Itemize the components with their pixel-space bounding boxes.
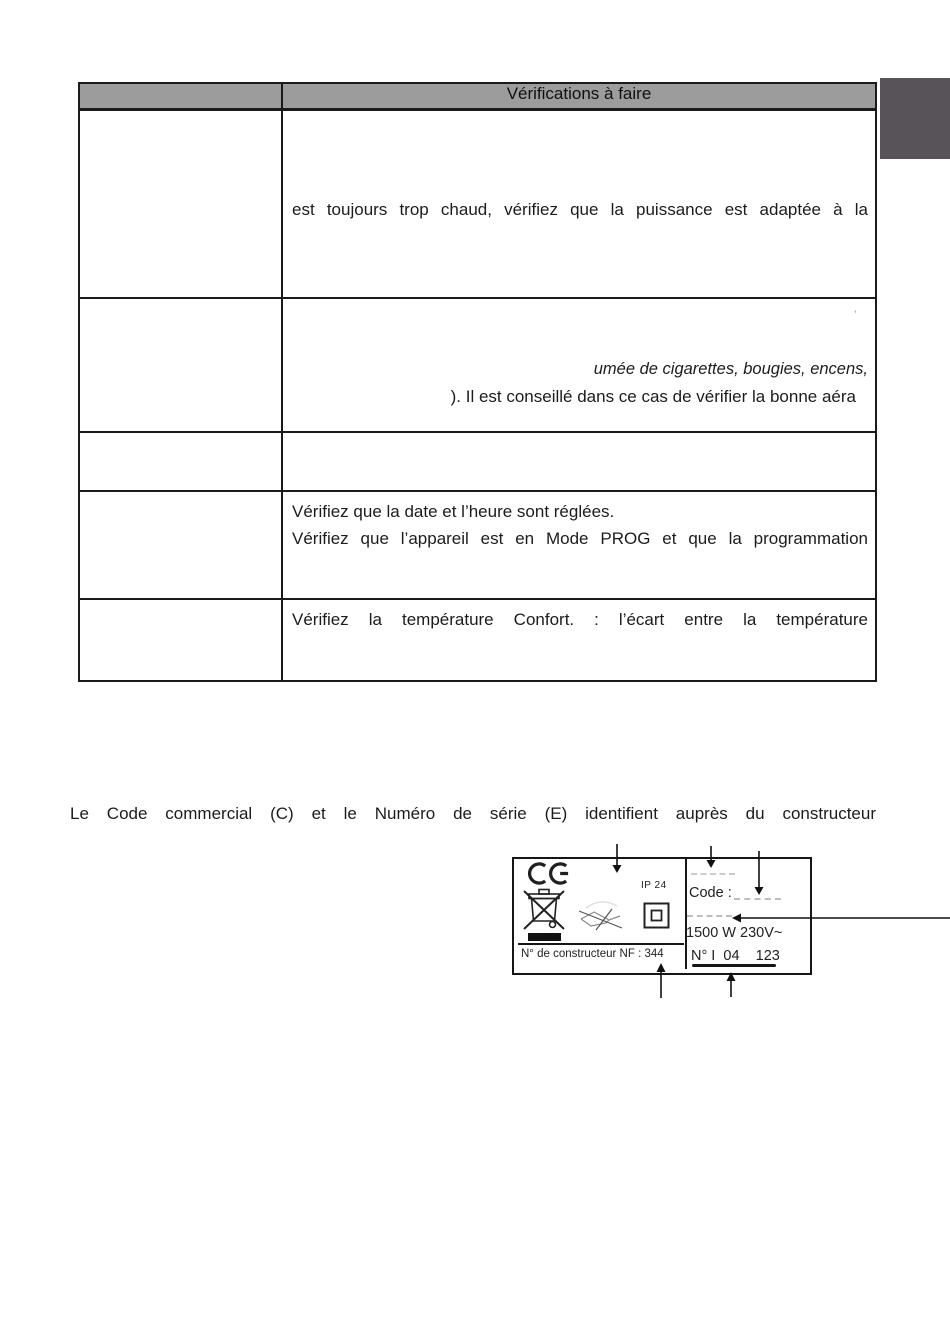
header-cell-empty — [79, 83, 282, 110]
cause-cell — [79, 599, 282, 681]
check-cell — [282, 491, 876, 599]
check-text: Vérifiez que l’appareil est en Mode PROG et que la programmation — [292, 529, 868, 548]
weee-crossed-bin-icon — [522, 885, 566, 943]
table-row — [79, 110, 876, 299]
serial-underline — [692, 964, 776, 967]
cause-cell — [79, 298, 282, 432]
check-cell — [282, 298, 876, 432]
table-header-row — [79, 83, 876, 110]
cause-cell — [79, 110, 282, 299]
check-text: Vérifiez que la date et l’heure sont réglées. — [292, 502, 615, 521]
ip-rating: IP 24 — [641, 880, 667, 891]
body-paragraph: Le Code commercial (C) et le Numéro de série (E) identifient auprès du constructeur — [70, 804, 876, 823]
check-cell-empty — [282, 432, 876, 491]
table-row — [79, 298, 876, 432]
class-ii-insulation-icon — [643, 902, 670, 929]
verification-table — [78, 82, 877, 682]
header-cell-title — [282, 83, 876, 110]
code-label: Code : — [689, 885, 732, 901]
table-row — [79, 599, 876, 681]
serial-number: N° I 04 123 — [691, 948, 780, 964]
blank-field-dashes — [691, 873, 735, 875]
ce-mark-icon — [526, 862, 570, 885]
check-text: est toujours trop chaud, vérifiez que la puissance est adaptée à la — [292, 200, 868, 219]
power-rating: 1500 W 230V~ — [686, 925, 783, 941]
constructor-number: N° de constructeur NF : 344 — [521, 948, 664, 960]
faint-print-artifact: ’ — [854, 309, 857, 321]
plate-separator-line — [518, 943, 684, 945]
page-edge-tab — [880, 78, 950, 159]
check-text: ). Il est conseillé dans ce cas de vérifier la bonne aéra — [450, 387, 856, 406]
code-blank-dashes — [734, 898, 781, 900]
blank-field-dashes — [687, 915, 732, 917]
cause-cell — [79, 491, 282, 599]
table-row — [79, 491, 876, 599]
check-text: Vérifiez la température Confort. : l’écart entre la température — [292, 610, 868, 629]
table-title: Vérifications à faire — [506, 84, 652, 103]
do-not-cover-icon — [576, 896, 624, 934]
table-row — [79, 432, 876, 491]
check-cell — [282, 110, 876, 299]
plate-divider — [685, 859, 687, 969]
check-text-italic: umée de cigarettes, bougies, encens, — [593, 360, 868, 378]
rating-plate — [512, 857, 812, 975]
cause-cell — [79, 432, 282, 491]
check-cell — [282, 599, 876, 681]
